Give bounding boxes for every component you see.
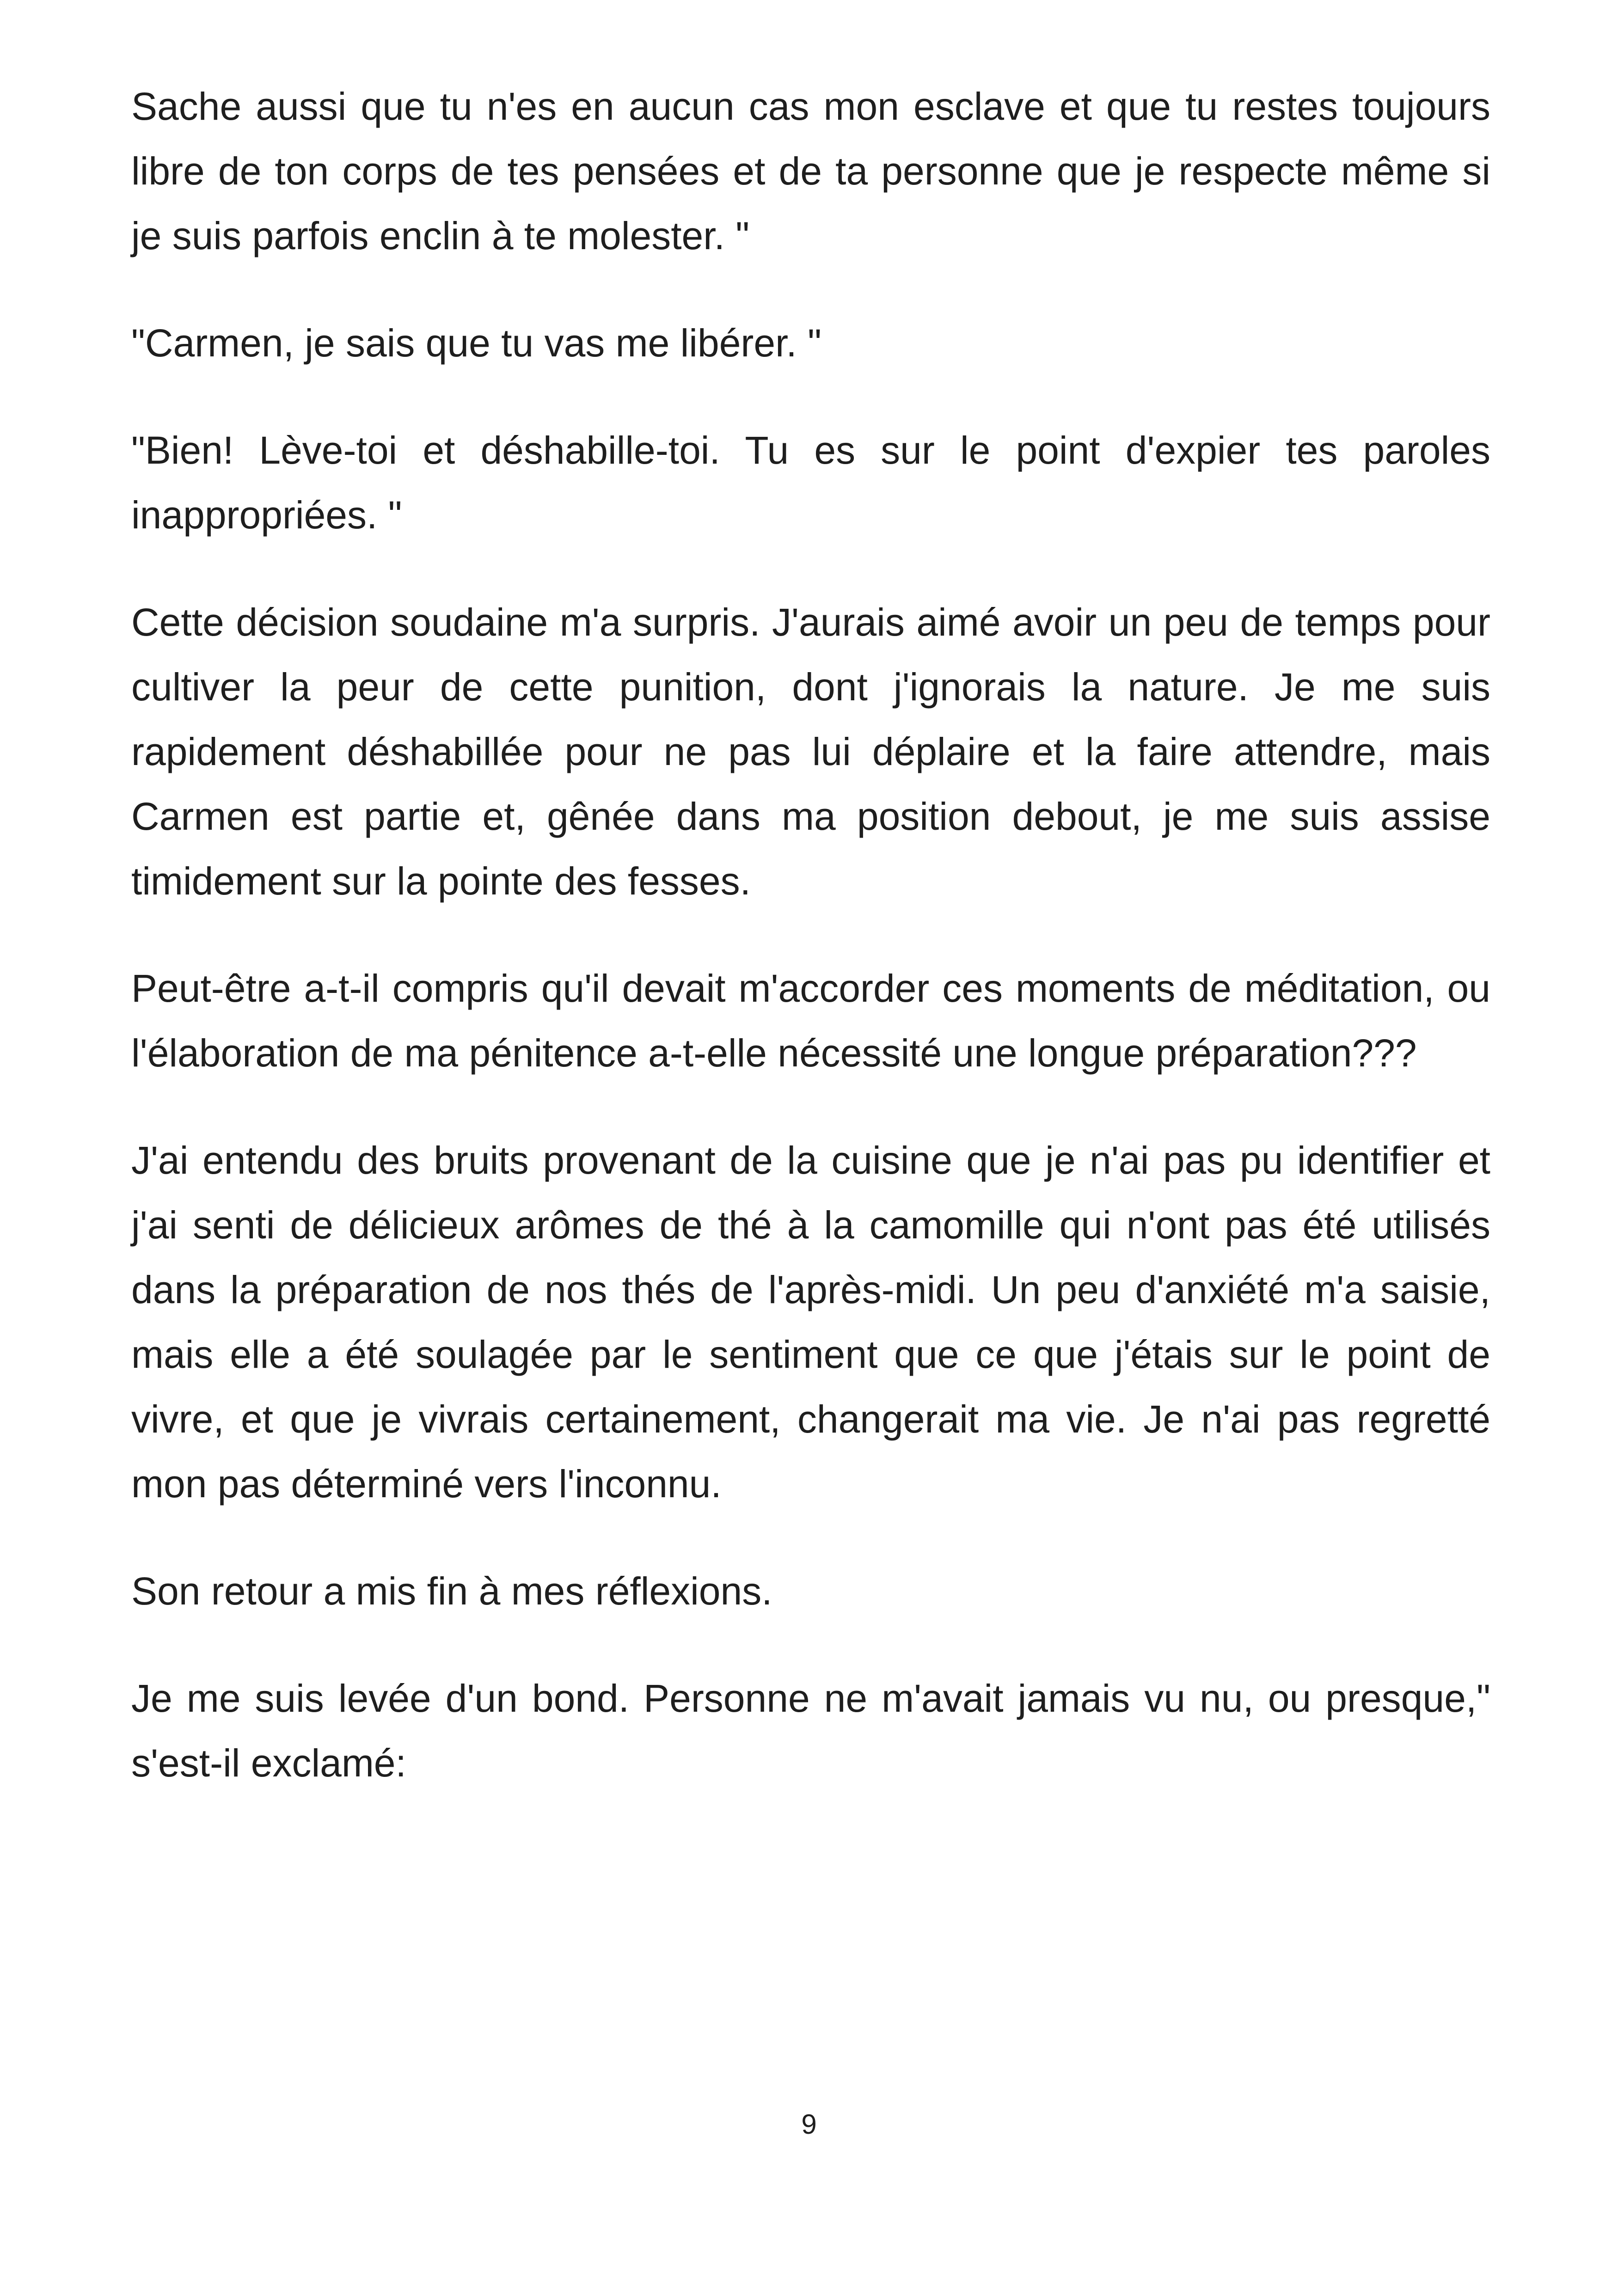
paragraph-1: Sache aussi que tu n'es en aucun cas mon esclave et que tu restes toujours libre de ton corps de tes pensées et de ta personne que je respecte même si je suis parfois enclin à te molester. " [131, 85, 1490, 257]
paragraph-5: Peut-être a-t-il compris qu'il devait m'accorder ces moments de méditation, ou l'élaboration de ma pénitence a-t-elle nécessité une longue préparation??? [131, 967, 1490, 1075]
paragraph-3: "Bien! Lève-toi et déshabille-toi. Tu es sur le point d'expier tes paroles inappropriées. " [131, 429, 1490, 537]
paragraph-7: Son retour a mis fin à mes réflexions. [131, 1569, 772, 1613]
page-number: 9 [801, 2109, 817, 2140]
paragraph-8: Je me suis levée d'un bond. Personne ne m'avait jamais vu nu, ou presque," s'est-il exclamé: [131, 1677, 1490, 1785]
paragraph-2: "Carmen, je sais que tu vas me libérer. " [131, 321, 821, 365]
text-body [131, 74, 1490, 1838]
paragraph-4: Cette décision soudaine m'a surpris. J'aurais aimé avoir un peu de temps pour cultiver la peur de cette punition, dont j'ignorais la nature. Je me suis rapidement déshabillée pour ne pas lui déplaire et la faire attendre, mais Carmen est partie et, gênée dans ma position debout, je me suis assise timidement sur la pointe des fesses. [131, 600, 1490, 903]
paragraph-6: J'ai entendu des bruits provenant de la cuisine que je n'ai pas pu identifier et j'ai senti de délicieux arômes de thé à la camomille qui n'ont pas été utilisés dans la préparation de nos thés de l'après-midi. Un peu d'anxiété m'a saisie, mais elle a été soulagée par le sentiment que ce que j'étais sur le point de vivre, et que je vivrais certainement, changerait ma vie. Je n'ai pas regretté mon pas déterminé vers l'inconnu. [131, 1139, 1490, 1506]
